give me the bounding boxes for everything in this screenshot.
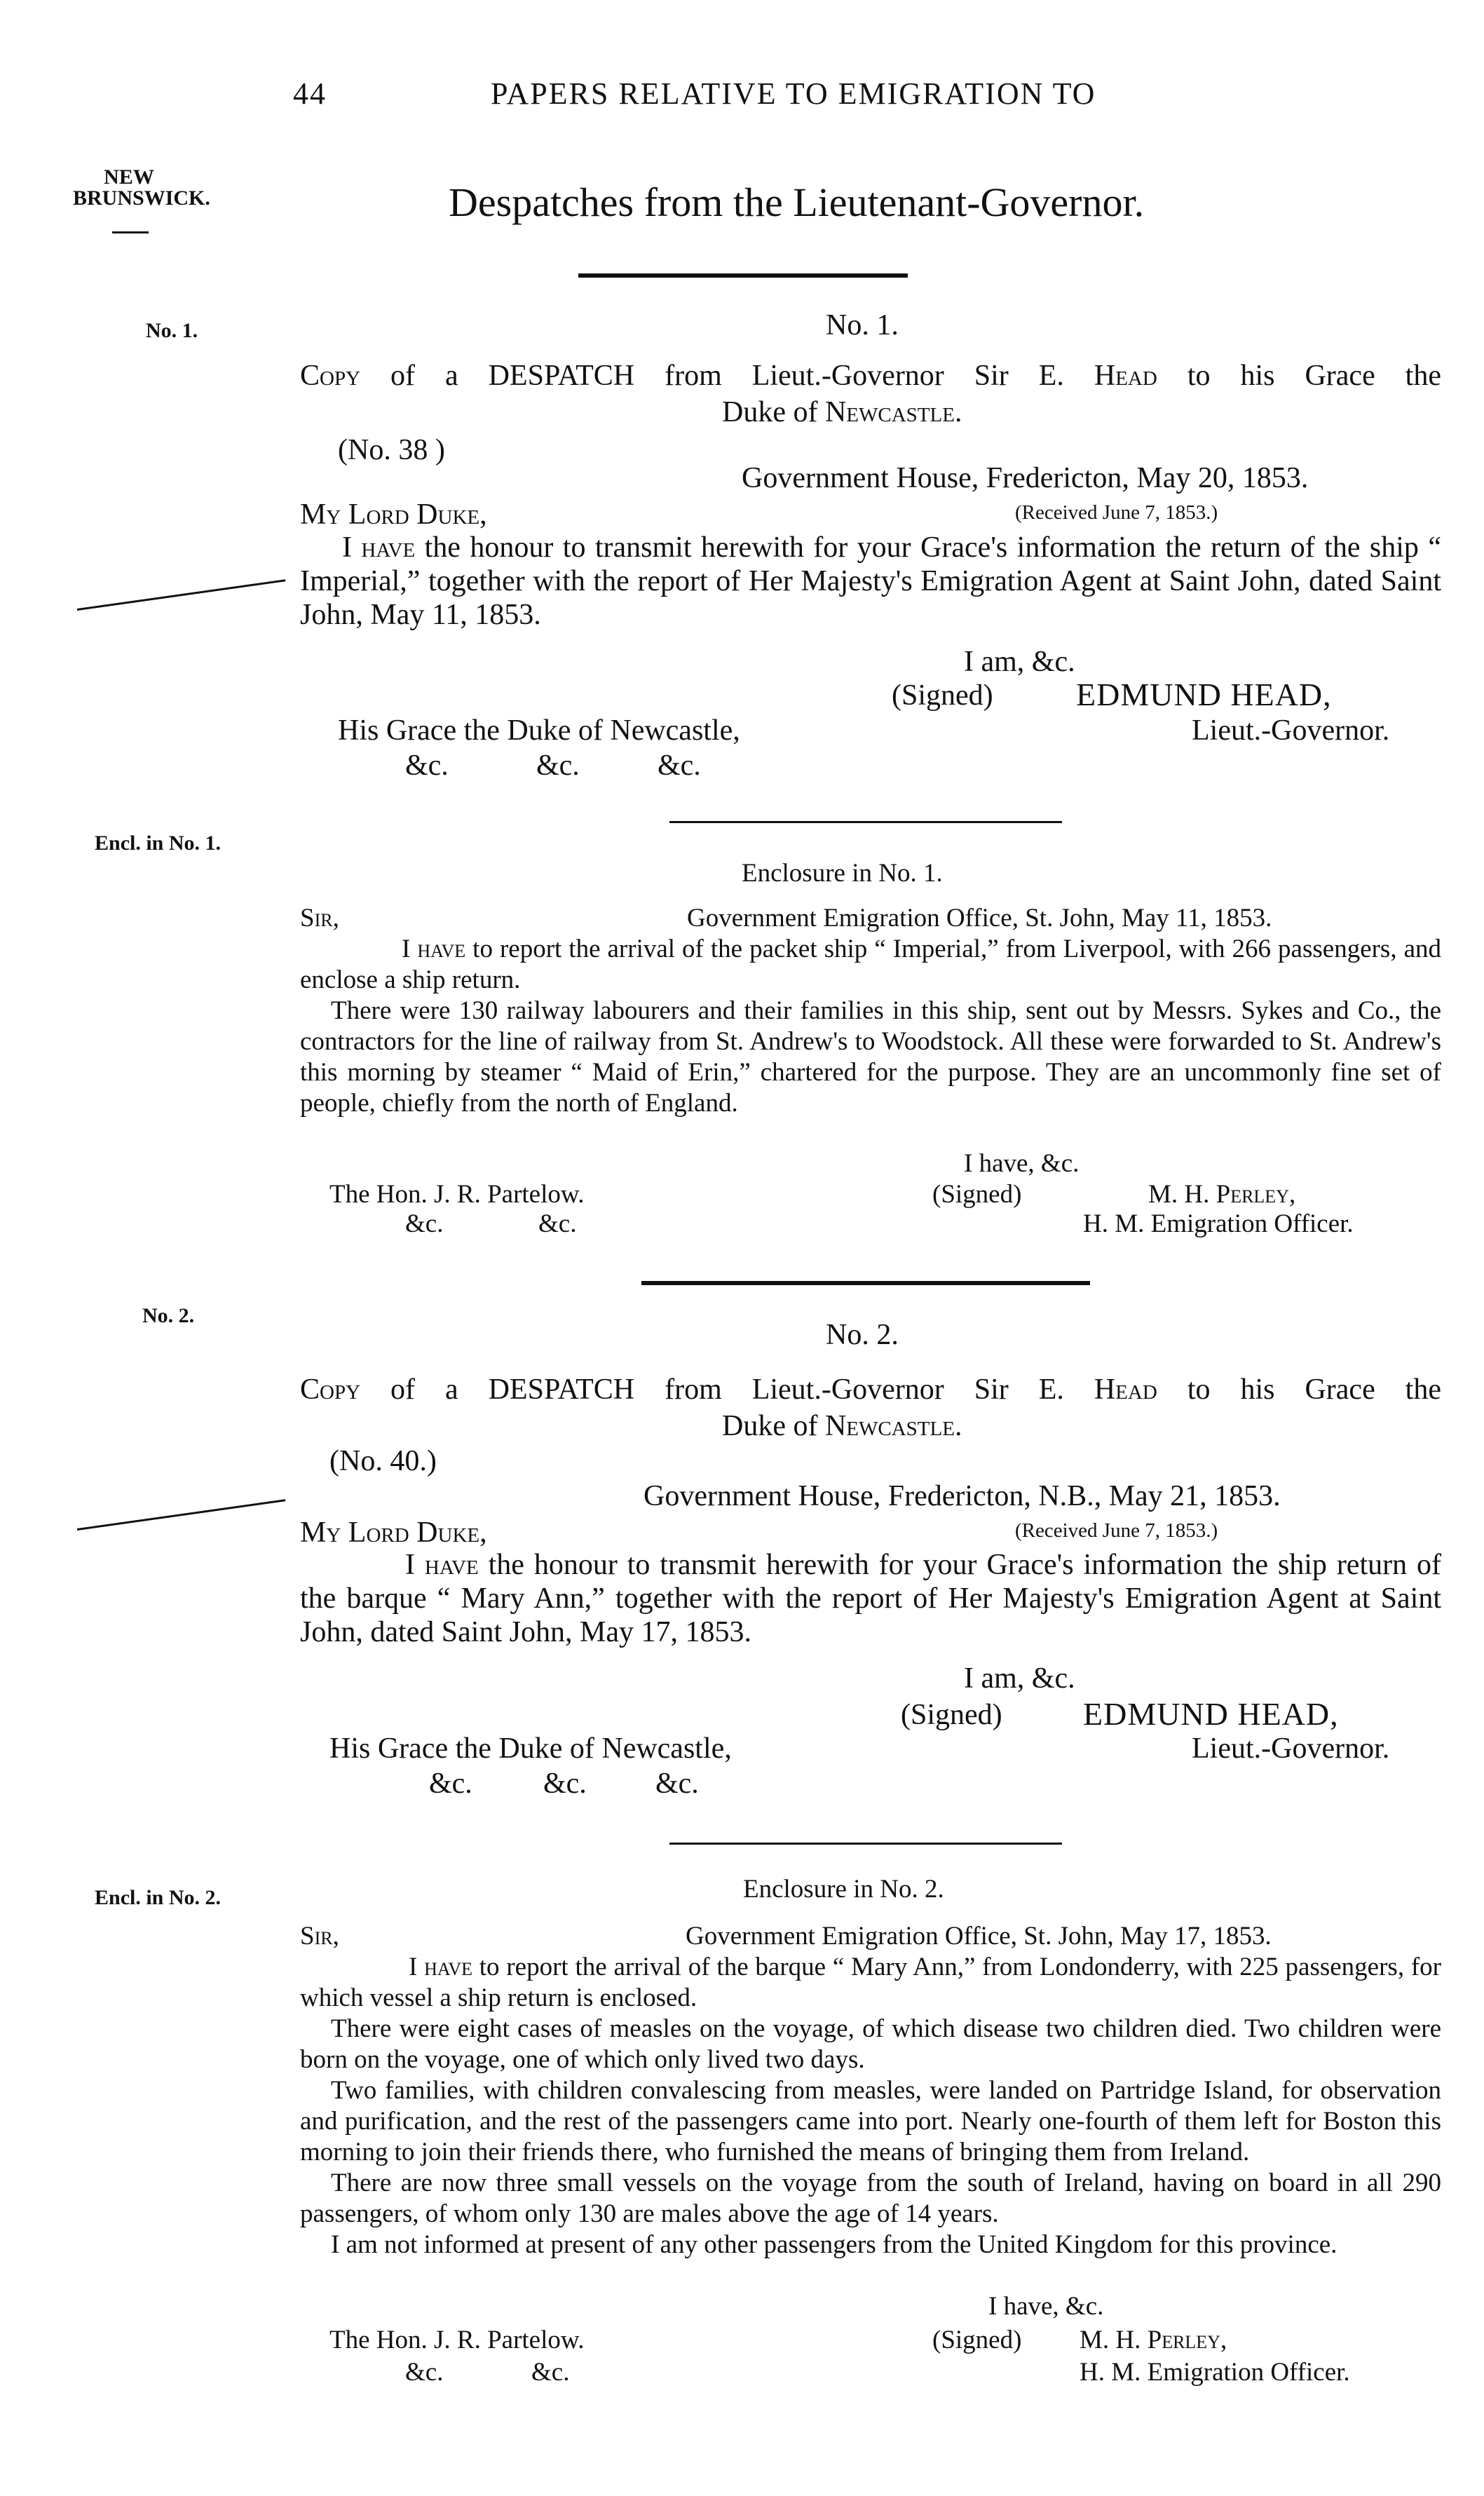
margin-pen-stroke-2 xyxy=(77,1499,285,1531)
running-title: PAPERS RELATIVE TO EMIGRATION TO xyxy=(491,76,1096,111)
enclosure2-signer-a: M. H. xyxy=(1080,2326,1148,2354)
despatch2-head: Head xyxy=(1094,1374,1157,1406)
despatch2-received: (Received June 7, 1853.) xyxy=(1015,1519,1218,1542)
enclosure2-para3: Two families, with children convalescing from measles, were landed on Partridge Island, for observation and purification, and the rest of the passengers came into port. Nearly one-fourth of them left for Boston this morning to join their friends there, who furnished the means of bringing them from Ireland. xyxy=(300,2076,1441,2166)
enclosure2-opening: I have xyxy=(409,1953,472,1981)
enclosure1-signer xyxy=(1148,1179,1295,1210)
despatch1-ref: (No. 38 ) xyxy=(338,434,445,466)
margin-province-line2: BRUNSWICK. xyxy=(73,186,210,210)
enclosure2-signed: (Signed) xyxy=(932,2326,1022,2354)
enclosure2-addressee: The Hon. J. R. Partelow. xyxy=(329,2326,585,2354)
despatch1-copy-line xyxy=(300,359,1441,393)
enclosure1-etc-1: &c. xyxy=(405,1209,444,1238)
despatch2-signer: EDMUND HEAD, xyxy=(1083,1696,1339,1732)
despatch2-etc-2: &c. xyxy=(543,1768,587,1800)
enclosure1-heading: Enclosure in No. 1. xyxy=(742,859,943,888)
enclosure1-etc-2: &c. xyxy=(538,1209,577,1238)
enclosure1-para1 xyxy=(300,934,1441,996)
page-number: 44 xyxy=(293,76,327,111)
despatch1-signer: EDMUND HEAD, xyxy=(1076,677,1332,712)
despatch1-received: (Received June 7, 1853.) xyxy=(1015,501,1218,524)
margin-pen-stroke-1 xyxy=(77,579,285,611)
despatch1-duke-b: Newcastle xyxy=(824,396,955,428)
enclosure2-closing: I have, &c. xyxy=(988,2292,1104,2321)
despatch2-etc-1: &c. xyxy=(429,1768,472,1800)
enclosure2-para1-text: to report the arrival of the barque “ Mary Ann,” from Londonderry, with 225 passengers, for which vessel a ship return is enclosed. xyxy=(300,1953,1442,2012)
enclosure1-opening: I have xyxy=(402,935,466,963)
enclosure1-para2: There were 130 railway labourers and their families in this ship, sent out by Messrs. Sykes and Co., the contractors for the line of railway from St. Andrew's to Woodstock. All these were forwarded to St. Andrew's this morning by steamer “ Maid of Erin,” chartered for the purpose. They are an uncommonly fine set of people, chiefly from the north of England. xyxy=(300,996,1441,1118)
margin-province-rule xyxy=(112,231,149,233)
despatch1-copy-mid: of a DESPATCH from Lieut.-Governor Sir E. xyxy=(360,360,1094,392)
despatch2-copy-line xyxy=(300,1373,1441,1406)
despatch2-addressee: His Grace the Duke of Newcastle, xyxy=(329,1732,732,1765)
enclosure1-para1-text: to report the arrival of the packet ship “ Imperial,” from Liverpool, with 266 passengers, and enclose a ship return. xyxy=(300,935,1442,994)
despatch2-closing: I am, &c. xyxy=(964,1662,1075,1695)
margin-no2: No. 2. xyxy=(142,1304,195,1327)
enclosure2-para5: I am not informed at present of any other passengers from the United Kingdom for this province. xyxy=(331,2230,1337,2259)
margin-no1: No. 1. xyxy=(146,319,198,342)
rule-after-despatch2 xyxy=(669,1843,1062,1845)
despatch2-body-opening: I have xyxy=(405,1549,479,1581)
rule-after-enclosure1 xyxy=(641,1281,1090,1285)
enclosure2-signer-title: H. M. Emigration Officer. xyxy=(1080,2358,1350,2387)
enclosure2-etc-1: &c. xyxy=(405,2358,444,2387)
enclosure2-signer-c: , xyxy=(1220,2326,1227,2354)
enclosure1-closing: I have, &c. xyxy=(964,1149,1080,1178)
enclosure2-para1 xyxy=(300,1952,1441,2014)
despatch1-copy-word: Copy xyxy=(300,360,361,392)
enclosure1-signer-b: Perley xyxy=(1216,1180,1289,1209)
despatch2-body xyxy=(300,1548,1441,1649)
despatch1-duke-a: Duke of xyxy=(722,396,825,428)
despatch1-salutation: My Lord Duke, xyxy=(300,498,487,531)
enclosure2-para4: There are now three small vessels on the voyage from the south of Ireland, having on board in all 290 passengers, of whom only 130 are males above the age of 14 years. xyxy=(300,2169,1441,2228)
despatch1-body xyxy=(300,531,1441,632)
despatch2-body-text: the honour to transmit herewith for your Grace's information the ship return of the barque “ Mary Ann,” together with the report of Her Majesty's Emigration Agent at Saint John, dated Saint John, May 17, 1853. xyxy=(300,1549,1441,1648)
despatch2-signer-title: Lieut.-Governor. xyxy=(1192,1732,1390,1765)
despatch1-etc-1: &c. xyxy=(405,750,449,782)
enclosure1-salutation: Sir, xyxy=(300,904,339,932)
margin-province xyxy=(73,165,210,210)
despatch2-number: No. 2. xyxy=(826,1319,899,1351)
despatch1-closing: I am, &c. xyxy=(964,646,1075,678)
despatch1-duke-line xyxy=(722,395,962,429)
despatch2-salutation: My Lord Duke, xyxy=(300,1517,487,1549)
enclosure1-signer-c: , xyxy=(1288,1180,1296,1209)
margin-province-line1: NEW xyxy=(104,165,154,189)
despatch1-body-text: the honour to transmit herewith for your Grace's information the return of the ship “ Imperial,” together with the report of Her Majesty's Emigration Agent at Saint John, dated Saint John, May 11, 1853. xyxy=(300,531,1441,631)
enclosure2-signer-b: Perley xyxy=(1147,2326,1220,2354)
despatch1-duke-c: . xyxy=(954,396,962,428)
despatch2-ref: (No. 40.) xyxy=(329,1445,437,1477)
despatch2-signed: (Signed) xyxy=(901,1699,1002,1731)
despatch2-copy-end: to his Grace the xyxy=(1157,1374,1441,1406)
despatch2-copy-word: Copy xyxy=(300,1374,361,1406)
enclosure2-salutation: Sir, xyxy=(300,1922,339,1951)
despatch2-duke-line xyxy=(722,1409,962,1443)
despatch2-place-date: Government House, Fredericton, N.B., May 21, 1853. xyxy=(644,1480,1281,1512)
despatch2-duke-a: Duke of xyxy=(722,1410,825,1442)
despatch1-place-date: Government House, Fredericton, May 20, 1853. xyxy=(742,462,1309,494)
enclosure1-place-date: Government Emigration Office, St. John, May 11, 1853. xyxy=(687,904,1272,932)
margin-encl1: Encl. in No. 1. xyxy=(95,832,222,855)
enclosure2-para2: There were eight cases of measles on the voyage, of which disease two children died. Two children were born on the voyage, one of which only lived two days. xyxy=(300,2014,1441,2074)
despatch1-number: No. 1. xyxy=(826,309,899,341)
enclosure1-signed: (Signed) xyxy=(932,1180,1022,1209)
despatch2-copy-mid: of a DESPATCH from Lieut.-Governor Sir E. xyxy=(360,1374,1094,1406)
despatch1-head: Head xyxy=(1094,360,1157,392)
enclosure2-etc-2: &c. xyxy=(531,2358,570,2387)
enclosure2-signer xyxy=(1080,2325,1227,2356)
despatch2-duke-c: . xyxy=(954,1410,962,1442)
despatch1-addressee: His Grace the Duke of Newcastle, xyxy=(338,714,740,747)
despatch1-body-opening: I have xyxy=(342,531,416,564)
section-title: Despatches from the Lieutenant-Governor. xyxy=(449,179,1145,225)
rule-after-despatch1 xyxy=(669,821,1062,823)
margin-encl2: Encl. in No. 2. xyxy=(95,1886,222,1909)
despatch2-etc-3: &c. xyxy=(655,1768,699,1800)
enclosure2-heading: Enclosure in No. 2. xyxy=(743,1875,944,1904)
enclosure1-addressee: The Hon. J. R. Partelow. xyxy=(329,1180,585,1209)
title-rule xyxy=(578,273,908,278)
enclosure2-place-date: Government Emigration Office, St. John, May 17, 1853. xyxy=(686,1922,1272,1951)
despatch1-signed: (Signed) xyxy=(892,679,993,712)
enclosure1-signer-title: H. M. Emigration Officer. xyxy=(1083,1209,1354,1238)
enclosure1-signer-a: M. H. xyxy=(1148,1180,1216,1209)
despatch1-signer-title: Lieut.-Governor. xyxy=(1192,714,1390,747)
despatch1-etc-3: &c. xyxy=(658,750,701,782)
despatch2-duke-b: Newcastle xyxy=(824,1410,955,1442)
despatch1-etc-2: &c. xyxy=(536,750,580,782)
despatch1-copy-end: to his Grace the xyxy=(1157,360,1441,392)
